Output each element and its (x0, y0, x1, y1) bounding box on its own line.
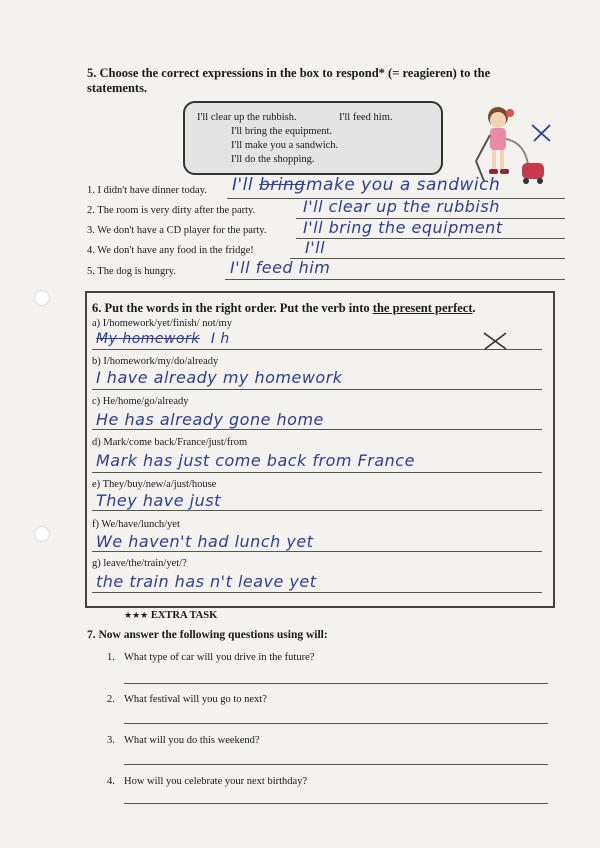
s5-answer-line-3 (296, 238, 565, 239)
s5-answer-1-text: I'll (232, 175, 254, 195)
s6-line-d (92, 472, 542, 473)
expressions-box (183, 101, 443, 175)
punch-hole-top (34, 290, 50, 306)
box-item: I'll make you a sandwich. (231, 140, 339, 151)
s5-question-4: 4. We don't have any food in the fridge! (87, 245, 254, 256)
box-item: I'll feed him. (339, 112, 393, 123)
s6-prompt-d: d) Mark/come back/France/just/from (92, 437, 248, 448)
section5-title-line1: 5. Choose the correct expressions in the box to respond* (= reagieren) to the (87, 66, 491, 80)
s5-question-2: 2. The room is very dirty after the party. (87, 205, 256, 216)
s6-answer-d: Mark has just come back from France (96, 451, 415, 470)
box-item: I'll bring the equipment. (231, 126, 333, 137)
s7-number-1: 1. (107, 652, 115, 663)
s5-answer-1-struck: bring (259, 175, 306, 195)
s6-line-e (92, 510, 542, 511)
s7-question-4: How will you celebrate your next birthday? (124, 776, 308, 787)
s7-question-2: What festival will you go to next? (124, 694, 267, 705)
s5-answer-line-4 (290, 258, 565, 259)
s6-answer-e: They have just (96, 491, 221, 510)
section6-title: 6. Put the words in the right order. Put the verb into the present perfect. (92, 301, 476, 315)
punch-hole-bottom (34, 526, 50, 542)
s6-answer-a-text: I h (210, 331, 230, 347)
s6-line-c (92, 429, 542, 430)
section5-title-line2: statements. (87, 81, 148, 95)
s6-prompt-g: g) leave/the/train/yet/? (92, 558, 187, 569)
s6-line-a (92, 349, 542, 350)
s6-prompt-c: c) He/home/go/already (92, 396, 189, 407)
section7-title: 7. Now answer the following questions using will: (87, 629, 328, 641)
s6-answer-b: I have already my homework (96, 368, 343, 387)
box-item: I'll clear up the rubbish. (197, 112, 297, 123)
s6-line-b (92, 389, 542, 390)
s7-answer-line-3 (124, 764, 548, 765)
s7-number-4: 4. (107, 776, 115, 787)
s7-number-2: 2. (107, 694, 115, 705)
s6-prompt-a: a) I/homework/yet/finish/ not/my (92, 318, 232, 329)
s6-line-g (92, 592, 542, 593)
s6-answer-g: the train has n't leave yet (96, 572, 317, 591)
s6-answer-a-struck: My homework (96, 331, 200, 347)
s7-answer-line-4 (124, 803, 548, 804)
s6-prompt-b: b) I/homework/my/do/already (92, 356, 219, 367)
box-item: I'll do the shopping. (231, 154, 315, 165)
s7-answer-line-1 (124, 683, 548, 684)
star-icon: ★★★ (124, 611, 149, 621)
s5-question-1: 1. I didn't have dinner today. (87, 185, 207, 196)
s6-prompt-e: e) They/buy/new/a/just/house (92, 479, 217, 490)
s7-question-1: What type of car will you drive in the future? (124, 652, 315, 663)
s5-answer-2: I'll clear up the rubbish (303, 197, 500, 216)
cross-mark-icon (482, 331, 508, 351)
s5-answer-line-5 (225, 279, 565, 280)
s5-answer-3: I'll bring the equipment (303, 218, 503, 237)
s5-answer-4: I'll (305, 238, 326, 257)
s6-answer-c: He has already gone home (96, 410, 324, 429)
s7-answer-line-2 (124, 723, 548, 724)
s6-line-f (92, 551, 542, 552)
s6-answer-a (96, 331, 230, 347)
s6-answer-f: We haven't had lunch yet (96, 532, 314, 551)
s5-answer-5: I'll feed him (230, 258, 331, 277)
s5-answer-1-rest: make you a sandwich (306, 175, 501, 195)
s7-question-3: What will you do this weekend? (124, 735, 260, 746)
extra-task-heading: ★★★ EXTRA TASK (124, 610, 218, 621)
s5-question-3: 3. We don't have a CD player for the party. (87, 225, 267, 236)
s5-question-5: 5. The dog is hungry. (87, 266, 176, 277)
s7-number-3: 3. (107, 735, 115, 746)
s6-prompt-f: f) We/have/lunch/yet (92, 519, 180, 530)
